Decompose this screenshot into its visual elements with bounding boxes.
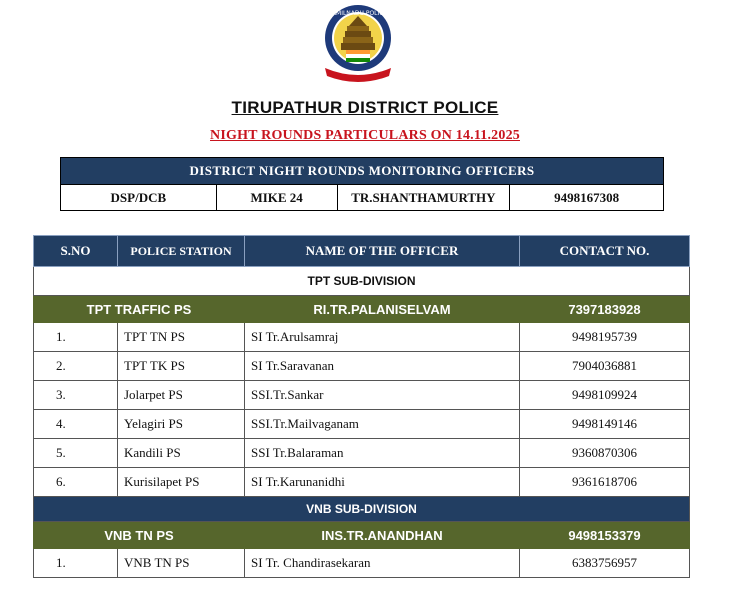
- row-station: Kurisilapet PS: [118, 468, 245, 497]
- table-row: [34, 468, 690, 497]
- row-station: Jolarpet PS: [118, 381, 245, 410]
- row-phone: 9498149146: [520, 410, 690, 439]
- monitoring-heading: DISTRICT NIGHT ROUNDS MONITORING OFFICERS: [61, 158, 663, 185]
- row-phone: 9498195739: [520, 323, 690, 352]
- row-sno: 6.: [34, 468, 118, 497]
- table-row: [34, 323, 690, 352]
- row-sno: 2.: [34, 352, 118, 381]
- head-phone: 7397183928: [520, 296, 690, 323]
- table-header: [34, 236, 690, 267]
- monitoring-officers-box: [60, 157, 664, 211]
- head-phone: 9498153379: [520, 522, 690, 549]
- table-row: [34, 381, 690, 410]
- table-row: [34, 352, 690, 381]
- row-station: Kandili PS: [118, 439, 245, 468]
- monitoring-row: [61, 185, 663, 210]
- division-label: VNB SUB-DIVISION: [34, 497, 690, 522]
- row-officer: SI Tr.Saravanan: [245, 352, 520, 381]
- row-station: TPT TN PS: [118, 323, 245, 352]
- head-officer: RI.TR.PALANISELVAM: [245, 296, 520, 323]
- division-row-vnb: [34, 497, 690, 522]
- division-head-row-tpt: [34, 296, 690, 323]
- row-officer: SI Tr.Arulsamraj: [245, 323, 520, 352]
- row-phone: 9360870306: [520, 439, 690, 468]
- division-head-row-vnb: [34, 522, 690, 549]
- row-sno: 3.: [34, 381, 118, 410]
- row-officer: SSI.Tr.Mailvaganam: [245, 410, 520, 439]
- page-subtitle: NIGHT ROUNDS PARTICULARS ON 14.11.2025: [210, 128, 520, 143]
- division-row-tpt: [34, 267, 690, 296]
- division-label: TPT SUB-DIVISION: [34, 267, 690, 296]
- monitoring-phone: 9498167308: [554, 190, 620, 205]
- head-station: VNB TN PS: [34, 522, 245, 549]
- row-officer: SSI Tr.Balaraman: [245, 439, 520, 468]
- row-sno: 4.: [34, 410, 118, 439]
- head-station: TPT TRAFFIC PS: [34, 296, 245, 323]
- head-officer: INS.TR.ANANDHAN: [245, 522, 520, 549]
- row-sno: 1.: [34, 549, 118, 578]
- monitoring-officer: TR.SHANTHAMURTHY: [338, 185, 511, 210]
- row-phone: 6383756957: [520, 549, 690, 578]
- row-officer: SI Tr.Karunanidhi: [245, 468, 520, 497]
- table-row: [34, 439, 690, 468]
- row-sno: 5.: [34, 439, 118, 468]
- row-station: TPT TK PS: [118, 352, 245, 381]
- row-phone: 9498109924: [520, 381, 690, 410]
- col-station-header: POLICE STATION: [118, 236, 245, 267]
- monitoring-call-sign: MIKE 24: [217, 185, 338, 210]
- row-station: VNB TN PS: [118, 549, 245, 578]
- night-rounds-table: [33, 235, 690, 578]
- table-row: [34, 410, 690, 439]
- col-officer-header: NAME OF THE OFFICER: [245, 236, 520, 267]
- logo-text: TAMILNADU POLICE: [328, 10, 388, 17]
- row-sno: 1.: [34, 323, 118, 352]
- row-officer: SSI.Tr.Sankar: [245, 381, 520, 410]
- col-contact-header: CONTACT NO.: [520, 236, 690, 267]
- monitoring-designation: DSP/DCB: [61, 185, 217, 210]
- police-emblem-logo: [319, 4, 397, 84]
- table-row: [34, 549, 690, 578]
- row-officer: SI Tr. Chandirasekaran: [245, 549, 520, 578]
- row-phone: 9361618706: [520, 468, 690, 497]
- page-title: TIRUPATHUR DISTRICT POLICE: [231, 98, 499, 117]
- row-station: Yelagiri PS: [118, 410, 245, 439]
- col-sno-header: S.NO: [34, 236, 118, 267]
- row-phone: 7904036881: [520, 352, 690, 381]
